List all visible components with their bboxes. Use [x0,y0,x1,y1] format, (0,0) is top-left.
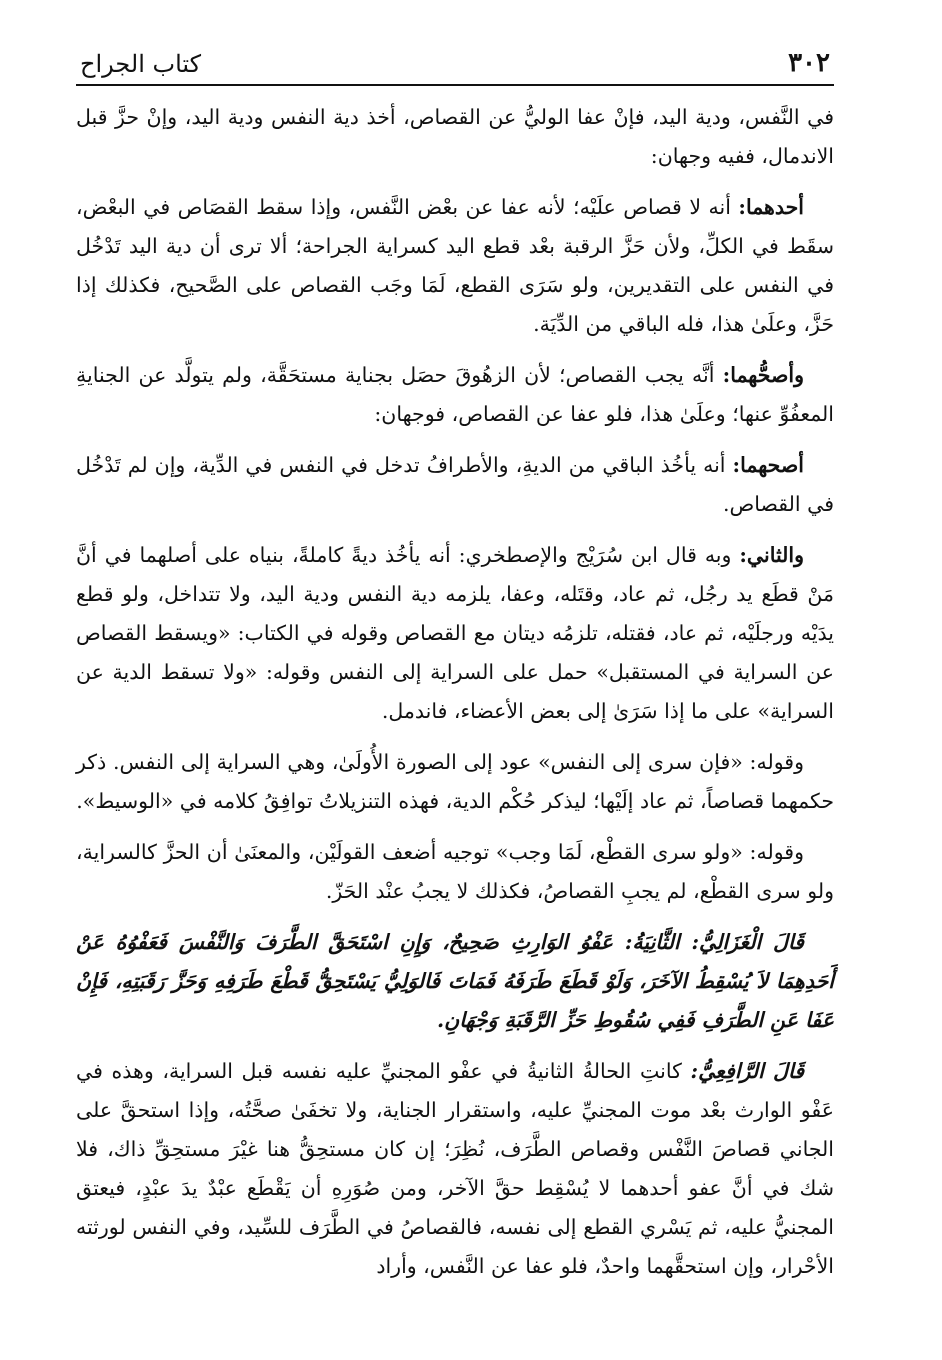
paragraph-lead: قَالَ الرَّافِعِيُّ: [690,1059,804,1083]
running-title: كتاب الجراح [80,50,202,78]
paragraph-2 [76,188,834,344]
paragraph-4 [76,446,834,524]
paragraph-text: كانتِ الحالةُ الثانيةُ في عفْو المجنيِّ عليه نفسه قبل السراية، وهذه في عَفْو الوارث بعْد موت المجنيِّ عليه، واستقرار الجناية، ولا تخفَىٰ صحَّتُه، وإذا استحقَّ على الجاني قصاصَ النَّفْس وقصاص الطَّرَف، نُظِرَ؛ إن كان مستحِقُّ هنا غيْرَ مستحِقِّ ذاك، فلا شك في أنَّ عفو أحدهما لا يُسْقِط حقَّ الآخر، ومن صُوَرِهِ أن يَقْطَع عبْدٌ يدَ عبْدٍ، فيعتق المجنيُّ عليه، ثم يَسْري القطع إلى نفسه، فالقصاصُ في الطَّرَف للسِّيد، وفي النفس لورثته الأحْرار، وإن استحقَّهما واحدٌ، فلو عفا عن النَّفس، وأراد [76,1059,834,1278]
paragraph-text: أنه لا قصاص علَيْه؛ لأنه عفا عن بعْض النَّفس، وإذا سقط القصَاص في البعْض، سقَط في الكلِّ، ولأن حَزَّ الرقبة بعْد قطع اليد كسراية الجراحة؛ ألا ترى أن دية اليد تَدْخُل في النفس على التقديرين، ولو سَرَى القطع، لَمَا وجَب القصاص على الصَّحيح، فكذلك إذا حَزَّ، وعلَىٰ هذا، فله الباقي من الدِّيَة. [76,195,834,336]
paragraph-text: أنَّه يجب القصاص؛ لأن الزهُوقَ حصَل بجناية مستحَقَّة، ولم يتولَّد عن الجنايةِ المعفُوِّ عنها؛ وعلَىٰ هذا، فلو عفا عن القصاص، فوجهان: [76,363,834,426]
paragraph-lead: والثاني: [739,543,804,567]
paragraph-5 [76,536,834,731]
paragraph-7 [76,833,834,911]
paragraph-text: أنه يأخُذ الباقي من الديةِ، والأطرافُ تدخل في النفس في الدِّية، وإن لم تَدْخُل في القصاص. [76,453,834,516]
paragraph-8 [76,923,834,1040]
paragraph-6 [76,743,834,821]
page-number: ٣٠٢ [788,48,830,78]
paragraph-lead: قَالَ الْغَزَالِيُّ: [691,930,804,954]
paragraph-text: في النَّفس، ودية اليد، فإنْ عفا الوليُّ عن القصاص، أخذ دية النفس ودية اليد، وإنْ حزَّ قبل الاندمال، ففيه وجهان: [76,105,834,168]
paragraph-lead: أصحهما: [732,453,804,477]
paragraph-9 [76,1052,834,1286]
paragraph-3 [76,356,834,434]
paragraph-text: وبه قال ابن سُرَيْج والإصطخري: أنه يأخُذ ديةً كاملةً، بنياه على أصلهما في أنَّ مَنْ قطَع يد رجُل، ثم عاد، وقتَله، وعفا، يلزمه دية النفس ودية اليد، ولا تتداخل، ولو قطع يدَيْه ورجلَيْه، ثم عاد، فقتله، تلزمُه ديتان مع القصاص وقوله في الكتاب: «ويسقط القصاص عن السراية في المستقبل» حمل على السراية إلى النفس وقوله: «ولا تسقط الدية عن السراية» على ما إذا سَرَىٰ إلى بعض الأعضاء، فاندمل. [76,543,834,723]
page-header [76,34,834,86]
paragraph-text: الثَّانِيَةُ: عَفْوُ الوَارِثِ صَحِيحٌ، وَإِنِ اسْتَحَقَّ الطَّرَفَ وَالنَّفْسَ فَعَفْوُهُ عَنْ أَحَدِهِمَا لاَ يُسْقِطُ الآخَرَ، وَلَوْ قَطَعَ طَرَفَهُ فَمَاتَ فَالوَلِيُّ يَسْتَحِقُّ قَطْعَ طَرَفِهِ وَحَزَّ رَقَبَتِهِ، فَإِنْ عَفَا عَنِ الطَّرَفِ فَفِي سُقُوطِ حَزِّ الرَّقَبَةِ وَجْهَانِ. [76,930,834,1032]
paragraph-1 [76,98,834,176]
paragraph-text: وقوله: «ولو سرى القطْع، لَمَا وجب» توجيه أضعف القولَيْن، والمعنَىٰ أن الحزَّ كالسراية، ولو سرى القطْع، لم يجبِ القصاصُ، فكذلك لا يجبُ عنْد الحَزّ. [76,840,834,903]
paragraph-lead: أحدهما: [738,195,804,219]
paragraph-lead: وأصحُّهما: [722,363,804,387]
page-body [76,98,834,1286]
paragraph-text: وقوله: «فإن سرى إلى النفس» عود إلى الصورة الأُولَىٰ، وهي السراية إلى النفس. ذكر حكمهما قصاصاً، ثم عاد إلَيْها؛ ليذكر حُكْم الدية، فهذه التنزيلاتُ توافِقُ كلامه في «الوسيط». [76,750,834,813]
